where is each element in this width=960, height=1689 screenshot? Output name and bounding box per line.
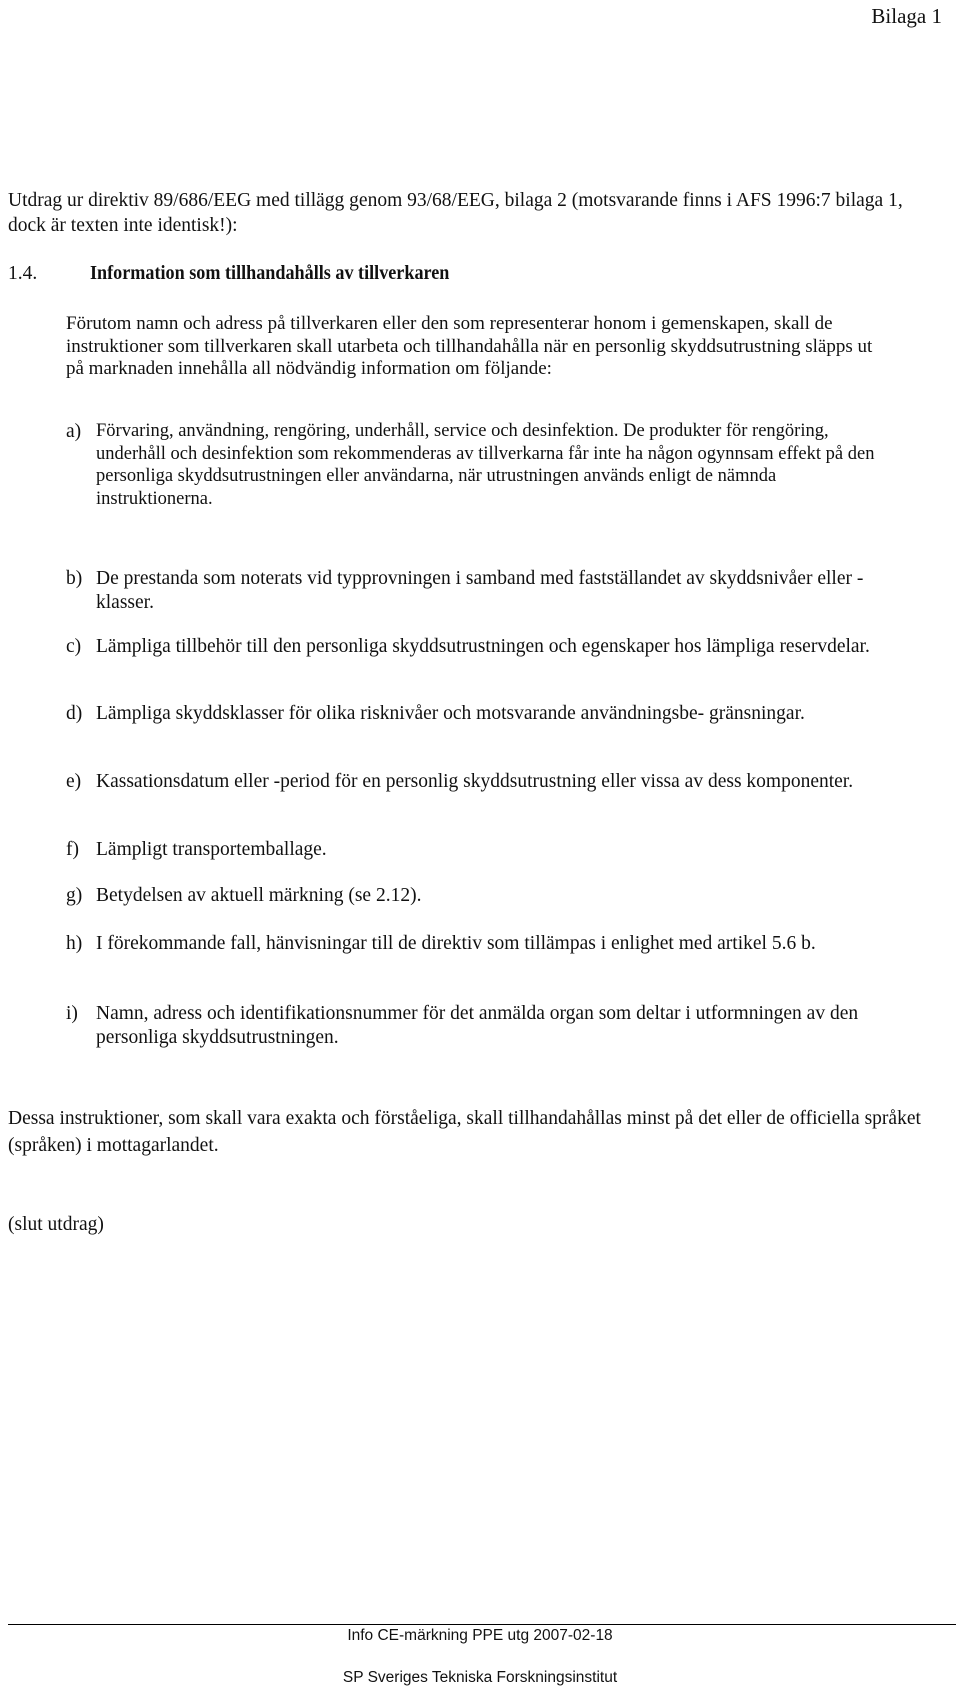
list-item-letter: e) xyxy=(66,771,82,792)
section-title: Information som tillhandahålls av tillverkaren xyxy=(90,263,450,284)
list-item-text: Lämpligt transportemballage. xyxy=(96,839,327,860)
section-paragraph: Förutom namn och adress på tillverkaren eller den som representerar honom i gemenskapen, skall de instruktioner som tillverkaren skall utarbeta och tillhandahålla när en personlig skyddsutrustning släpps ut på marknaden innehålla all nödvändig information om följande: xyxy=(66,313,873,379)
list-item-h xyxy=(66,932,886,956)
list-item-text: Namn, adress och identifikationsnummer för det anmälda organ som deltar i utformningen av den personliga skyddsutrustningen. xyxy=(96,1003,859,1048)
intro-paragraph: Utdrag ur direktiv 89/686/EEG med tillägg genom 93/68/EEG, bilaga 2 (motsvarande finns i AFS 1996:7 bilaga 1, dock är texten inte identisk!): xyxy=(8,190,903,236)
list-item-letter: i) xyxy=(66,1003,78,1024)
list-item-letter: a) xyxy=(66,421,82,442)
list-item-text: Betydelsen av aktuell märkning (se 2.12). xyxy=(96,885,422,906)
list-item-i xyxy=(66,1002,886,1050)
list-item-text: Kassationsdatum eller -period för en personlig skyddsutrustning eller vissa av dess komponenter. xyxy=(96,771,854,792)
list-item-g xyxy=(66,884,886,908)
list-item-letter: h) xyxy=(66,933,83,954)
list-item-b xyxy=(66,567,886,615)
footer-document-info: Info CE-märkning PPE utg 2007-02-18 xyxy=(347,1627,613,1644)
list-item-c xyxy=(66,635,886,659)
page-label: Bilaga 1 xyxy=(871,4,942,28)
list-item-e xyxy=(66,770,886,794)
list-item-letter: g) xyxy=(66,885,83,906)
list-item-letter: b) xyxy=(66,568,83,589)
list-item-f xyxy=(66,838,886,862)
list-item-text: Lämpliga tillbehör till den personliga skyddsutrustningen och egenskaper hos lämpliga reservdelar. xyxy=(96,636,870,657)
list-item-letter: f) xyxy=(66,839,79,860)
closing-paragraph: Dessa instruktioner, som skall vara exakta och förståeliga, skall tillhandahållas minst på det eller de officiella språket (språken) i mottagarlandet. xyxy=(8,1108,921,1156)
list-item-text: I förekommande fall, hänvisningar till de direktiv som tillämpas i enlighet med artikel 5.6 b. xyxy=(96,933,816,954)
footer-organization: SP Sveriges Tekniska Forskningsinstitut xyxy=(342,1669,618,1686)
list-item-letter: d) xyxy=(66,703,83,724)
end-note: (slut utdrag) xyxy=(8,1214,104,1235)
list-item-text: Lämpliga skyddsklasser för olika risknivåer och motsvarande användningsbe- gränsningar. xyxy=(96,703,805,724)
list-item-text: De prestanda som noterats vid typprovningen i samband med fastställandet av skyddsnivåer eller -klasser. xyxy=(96,568,864,613)
list-item-letter: c) xyxy=(66,636,82,657)
list-item-d xyxy=(66,702,886,726)
footer-divider xyxy=(8,1624,956,1625)
section-number: 1.4. xyxy=(8,263,38,284)
list-item-text: Förvaring, användning, rengöring, underhåll, service och desinfektion. De produkter för rengöring, underhåll och desinfektion som rekommenderas av tillverkarna får inte ha någon ogynnsam effekt på den personliga skyddsutrustningen eller användarna, när utrustningen används enligt de nämnda instruktionerna. xyxy=(96,421,875,509)
list-item-a xyxy=(66,420,886,510)
